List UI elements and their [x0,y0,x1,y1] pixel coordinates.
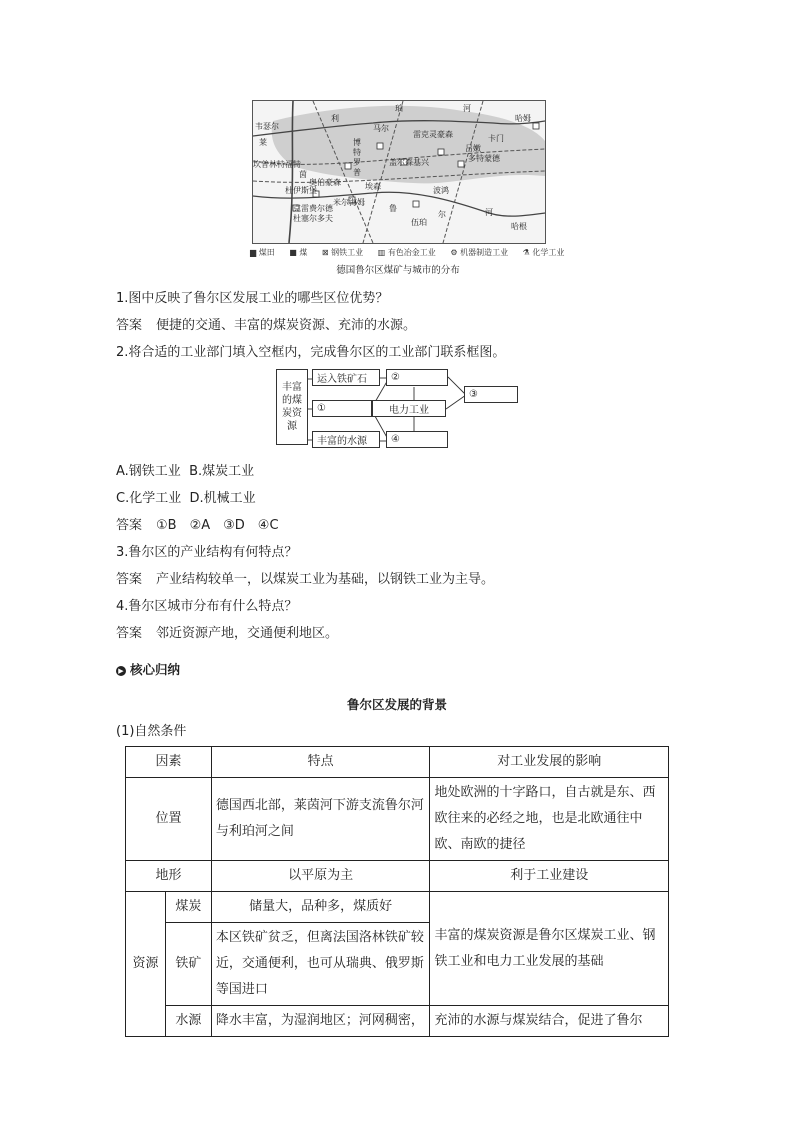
map-label: 杜伊斯堡 [285,186,317,195]
answer-text: 邻近资源产地，交通便利地区。 [156,626,339,641]
option-a: A.钢铁工业 [116,464,181,479]
table-title: 鲁尔区发展的背景 [346,697,447,712]
cell-coal-feature: 储量大，品种多，煤质好 [211,892,430,923]
legend-coal: ■ 煤 [289,248,308,257]
answer-label: 答案 [116,572,143,587]
map-label: 哈根 [511,222,527,231]
map-label: 尔 [438,210,446,219]
cell-resources: 资源 [126,892,166,1037]
answer-1 [116,314,416,333]
cell-water-effect: 充沛的水源与煤炭结合，促进了鲁尔 [430,1006,669,1037]
legend-steel: ⊠ 钢铁工业 [321,248,364,257]
industry-diagram [276,367,518,447]
map-label: 雷克灵豪森 [413,130,453,139]
cell-iron: 铁矿 [165,923,211,1006]
map-label: 哈姆 [515,114,531,123]
ruhr-map-svg [253,101,545,243]
map-label: 普 [353,168,361,177]
cell-location-feature: 德国西北部，莱茵河下游支流鲁尔河与利珀河之间 [211,778,430,861]
map-label: 河 [463,104,471,113]
map-label: 马尔 [373,124,389,133]
legend-nonferrous: ▥ 有色冶金工业 [377,248,436,257]
table-row-location [126,778,669,861]
cell-terrain-feature: 以平原为主 [211,861,430,892]
source-box: 丰富的煤炭资源 [276,369,308,445]
answer-text: 产业结构较单一，以煤炭工业为基础，以钢铁工业为主导。 [156,572,495,587]
answer-2 [116,514,279,533]
question-3: 3.鲁尔区的产业结构有何特点？ [116,545,298,560]
map-label: 多特蒙德 [468,154,500,163]
answer-text: ①B ②A ③D ④C [156,518,279,533]
table-row-terrain [126,861,669,892]
blank-box-4: ④ [386,431,448,448]
power-box: 电力工业 [372,400,446,417]
subheading: (1)自然条件 [116,724,187,739]
options-ab [116,460,254,479]
map-label: 埃森 [365,182,381,191]
map-label: 茵 [299,170,307,179]
map-label: 坎普林特福特 [253,160,301,169]
question-4: 4.鲁尔区城市分布有什么特点？ [116,599,298,614]
map-label: 伍珀 [411,218,427,227]
cell-water: 水源 [165,1006,211,1037]
map-label: 奥伯豪森 [309,178,341,187]
map-label: 利 [331,114,339,123]
cell-location: 位置 [126,778,212,861]
option-c: C.化学工业 [116,491,182,506]
options-cd [116,487,256,506]
header-feature: 特点 [211,747,430,778]
map-label: 罗 [353,158,361,167]
option-b: B.煤炭工业 [189,464,255,479]
cell-coal: 煤炭 [165,892,211,923]
coalfield-area [272,106,545,184]
map-label: 河 [485,208,493,217]
question-1: 1.图中反映了鲁尔区发展工业的哪些区位优势？ [116,291,389,306]
answer-label: 答案 [116,318,143,333]
section-heading [116,660,180,678]
map-legend [250,247,565,258]
blank-box-1: ① [312,400,372,417]
map-label: 克雷费尔德 [293,204,333,213]
map-label: 吕嫩 [465,144,481,153]
map-label: 波鸿 [433,186,449,195]
map-label: 莱 [259,138,267,147]
table-header-row [126,747,669,778]
map-caption: 德国鲁尔区煤矿与城市的分布 [336,265,460,276]
map-label: 杜塞尔多夫 [293,214,333,223]
water-box: 丰富的水源 [312,431,380,448]
play-icon: ▶ [116,666,126,676]
cell-terrain: 地形 [126,861,212,892]
map-label: 盖尔森基兴 [389,158,429,167]
question-2: 2.将合适的工业部门填入空框内，完成鲁尔区的工业部门联系框图。 [116,345,506,360]
legend-chemical: ⚗ 化学工业 [522,248,565,257]
cell-location-effect: 地处欧洲的十字路口，自古就是东、西欧往来的必经之地，也是北欧通往中欧、南欧的捷径 [430,778,669,861]
background-table [125,746,669,1037]
answer-label: 答案 [116,518,143,533]
map-label: 鲁 [389,204,397,213]
cell-resources-effect: 丰富的煤炭资源是鲁尔区煤炭工业、钢铁工业和电力工业发展的基础 [430,892,669,1006]
section-title: 核心归纳 [130,662,181,677]
map-label: 米尔海姆 [333,198,365,207]
header-factor: 因素 [126,747,212,778]
blank-box-2: ② [386,369,448,386]
blank-box-3: ③ [464,386,518,403]
answer-text: 便捷的交通、丰富的煤炭资源、充沛的水源。 [156,318,417,333]
map-label: 珀 [395,104,403,113]
cell-terrain-effect: 利于工业建设 [430,861,669,892]
table-row-water [126,1006,669,1037]
iron-ore-box: 运入铁矿石 [312,369,380,386]
table-row-coal [126,892,669,923]
answer-4 [116,622,338,641]
cell-iron-feature: 本区铁矿贫乏，但离法国洛林铁矿较近，交通便利，也可从瑞典、俄罗斯等国进口 [211,923,430,1006]
ruhr-map [252,100,546,244]
legend-machinery: ⚙ 机器制造工业 [450,248,509,257]
map-label: 韦瑟尔 [255,122,279,131]
map-label: 卡门 [488,134,504,143]
map-label: 博 [353,138,361,147]
answer-3 [116,568,494,587]
option-d: D.机械工业 [189,491,256,506]
map-label: 特 [353,148,361,157]
answer-label: 答案 [116,626,143,641]
cell-water-feature: 降水丰富，为湿润地区；河网稠密， [211,1006,430,1037]
legend-coalfield: ▆ 煤田 [250,248,275,257]
header-effect: 对工业发展的影响 [430,747,669,778]
